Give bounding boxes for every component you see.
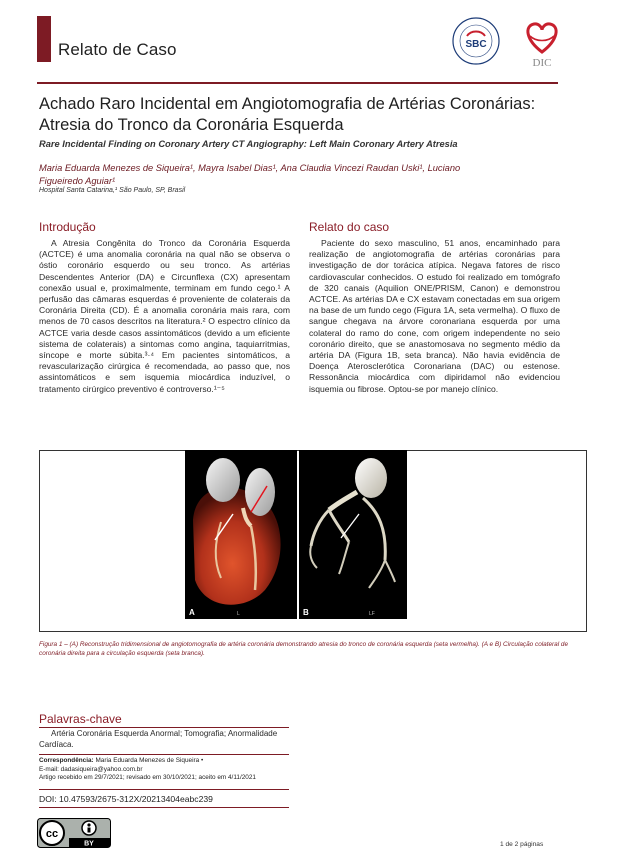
keywords-heading: Palavras-chave [39, 712, 122, 726]
intro-heading: Introdução [39, 220, 96, 234]
figure-caption: Figura 1 – (A) Reconstrução tridimensional de angiotomografia de artéria coronária demonstrando atresia do tronco de coronária esquerda (seta vermelha). (A e B) Circulação colateral de coronária direita para a circulação esquerda (seta branca). [39, 641, 569, 657]
page-indicator: 1 de 2 páginas [500, 841, 544, 848]
email-link[interactable]: dadasiqueira@yahoo.com.br [60, 765, 143, 773]
correspondence-label: Correspondência: [39, 757, 94, 764]
sbc-logo-text: SBC [465, 39, 487, 50]
intro-section [39, 238, 290, 395]
correspondence-block [39, 757, 289, 783]
intro-paragraph: A Atresia Congênita do Tronco da Coronária Esquerda (ACTCE) é uma anomalia coronária na qual não se observa o óstio coronário esquerdo ou seu tronco. As artérias Descendentes Anterior (DA) e Circunflexa (CX) apresentam conexão usual e, proximalmente, terminam em fundo cego.¹ A perfusão das câmaras esquerdas é proveniente de colaterais da Coronária Direita (CD). É a anomalia coronária mais rara, com menos de 70 casos descritos na literatura.² O espectro clínico da ACTCE varia desde casos assintomáticos (devido a um eficiente sistema de colaterais) a sintomas como angina, taquiarritmias, síncope e morte súbita.³·⁴ Em pacientes sintomáticos, a revascularização cirúrgica é recomendada, ao passo que, nos assintomáticos e sem isquemia miocárdica induzível, o tratamento cirúrgico preventivo é controverso.¹⁻⁵ [39, 238, 290, 394]
heart-render-a [185, 450, 297, 619]
article-affiliation: Hospital Santa Catarina,¹ São Paulo, SP, Brasil [39, 187, 186, 194]
section-label: Relato de Caso [58, 40, 177, 59]
email-line [39, 766, 289, 775]
keywords-text: Artéria Coronária Esquerda Anormal; Tomografia; Anormalidade Cardíaca. [39, 729, 278, 749]
case-section [309, 238, 560, 395]
article-subtitle: Rare Incidental Finding on Coronary Artery CT Angiography: Left Main Coronary Artery Atresia [39, 139, 458, 149]
correspondence-name: Maria Eduarda Menezes de Siqueira • [95, 757, 204, 764]
keywords-rule [39, 727, 289, 728]
article-dates: Artigo recebido em 29/7/2021; revisado em 30/10/2021; aceito em 4/11/2021 [39, 774, 256, 781]
doi-rule-top [39, 789, 289, 790]
coronary-tree-render-b [299, 450, 407, 619]
article-authors: Maria Eduarda Menezes de Siqueira¹, Mayra Isabel Dias¹, Ana Claudia Vincezi Raudan Uski¹, Luciano Figueiredo Aguiar¹ [39, 163, 461, 186]
case-paragraph: Paciente do sexo masculino, 51 anos, encaminhado para realização de angiotomografia de artérias coronárias para investigação de dor torácica atípica. Negava fatores de risco cardiovascular conhecidos. O estudo foi realizado em tomógrafo de 320 canais (Aquilion ONE/PRISM, Canon) e demonstrou ACTCE. As artérias DA e CX estavam conectadas em sua origem na base de um fundo cego (Figura 1A, seta vermelha). O fluxo de sangue chegava na árvore coronariana esquerda por uma colateral do ramo do cone, com origem independente no seio coronário direito, que se anastomosava no segmento médio da artéria DA (Figura 1B, seta branca). Não havia evidência de Doença Aterosclerótica Coronariana (DAC) ou estenose. Ressonância miocárdica com dipiridamol não evidenciou isquemia ou fibrose. Optou-se por manejo clínico. [309, 238, 560, 394]
doi-link[interactable]: DOI: 10.47593/2675-312X/20213404eabc239 [39, 794, 213, 804]
correspondence-line [39, 757, 289, 766]
case-heading: Relato do caso [309, 220, 390, 234]
sbc-logo [451, 16, 501, 66]
panel-a-label: A [189, 608, 195, 617]
email-label: E-mail: [39, 765, 59, 773]
by-text: BY [84, 840, 94, 848]
header-rule [37, 82, 558, 84]
doi-rule-bottom [39, 807, 289, 808]
panel-b-label: B [303, 608, 309, 617]
article-title: Achado Raro Incidental em Angiotomografia de Artérias Coronárias: Atresia do Tronco da Coronária Esquerda [39, 95, 536, 134]
dic-logo [520, 16, 564, 70]
panel-a-sub: L [237, 611, 240, 617]
figure-panel-a [185, 450, 297, 619]
panel-b-sub: LF [369, 611, 375, 617]
cc-by-license-icon[interactable] [37, 818, 111, 848]
white-arrow-icon-b [341, 514, 359, 538]
figure-panel-b [299, 450, 407, 619]
dic-logo-text: DIC [532, 57, 552, 69]
header-accent-bar [37, 16, 51, 62]
cc-text: cc [45, 828, 59, 840]
correspondence-rule [39, 754, 289, 755]
